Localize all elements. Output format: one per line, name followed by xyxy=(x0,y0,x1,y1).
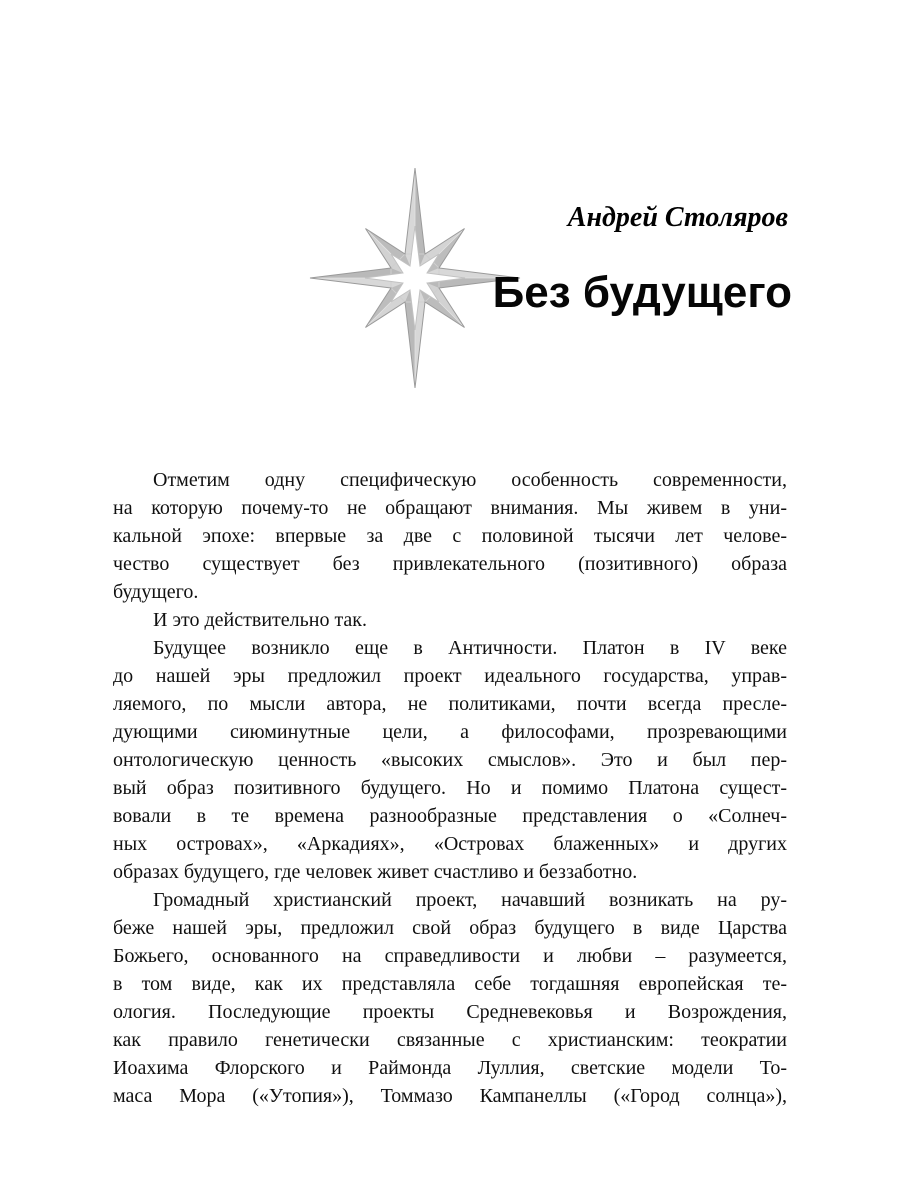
body-line: на которую почему-то не обращают внимания. Мы живем в уни- xyxy=(113,497,787,519)
body-text xyxy=(113,466,787,1110)
body-line: ных островах», «Аркадиях», «Островах блаженных» и других xyxy=(113,833,787,855)
body-line: Громадный христианский проект, начавший возникать на ру- xyxy=(153,889,787,911)
body-line: Будущее возникло еще в Античности. Платон в IV веке xyxy=(153,637,787,659)
body-line: как правило генетически связанные с христианским: теократии xyxy=(113,1029,787,1051)
body-line: в том виде, как их представляла себе тогдашняя европейская те- xyxy=(113,973,787,995)
body-line: до нашей эры предложил проект идеального государства, управ- xyxy=(113,665,787,687)
body-line: кальной эпохе: впервые за две с половиной тысячи лет челове- xyxy=(113,525,787,547)
body-line: ология. Последующие проекты Средневековья и Возрождения, xyxy=(113,1001,787,1023)
body-line: Иоахима Флорского и Раймонда Луллия, светские модели То- xyxy=(113,1057,787,1079)
body-line: вовали в те времена разнообразные представления о «Солнеч- xyxy=(113,805,787,827)
body-line: дующими сиюминутные цели, а философами, прозревающими xyxy=(113,721,787,743)
book-title: Без будущего xyxy=(492,268,792,317)
body-line: ляемого, по мысли автора, не политиками, почти всегда пресле- xyxy=(113,693,787,715)
body-line: онтологическую ценность «высоких смыслов». Это и был пер- xyxy=(113,749,787,771)
body-line: маса Мора («Утопия»), Томмазо Кампанеллы («Город солнца»), xyxy=(113,1085,787,1107)
author-name: Андрей Столяров xyxy=(567,202,788,233)
body-line: вый образ позитивного будущего. Но и помимо Платона сущест- xyxy=(113,777,787,799)
body-line: беже нашей эры, предложил свой образ будущего в виде Царства xyxy=(113,917,787,939)
body-line: образах будущего, где человек живет счастливо и беззаботно. xyxy=(113,861,638,883)
body-line: Отметим одну специфическую особенность современности, xyxy=(153,469,787,491)
body-line: чество существует без привлекательного (позитивного) образа xyxy=(113,553,787,575)
body-line: будущего. xyxy=(113,581,199,603)
body-line: И это действительно так. xyxy=(153,609,368,631)
body-line: Божьего, основанного на справедливости и любви – разумеется, xyxy=(113,945,787,967)
